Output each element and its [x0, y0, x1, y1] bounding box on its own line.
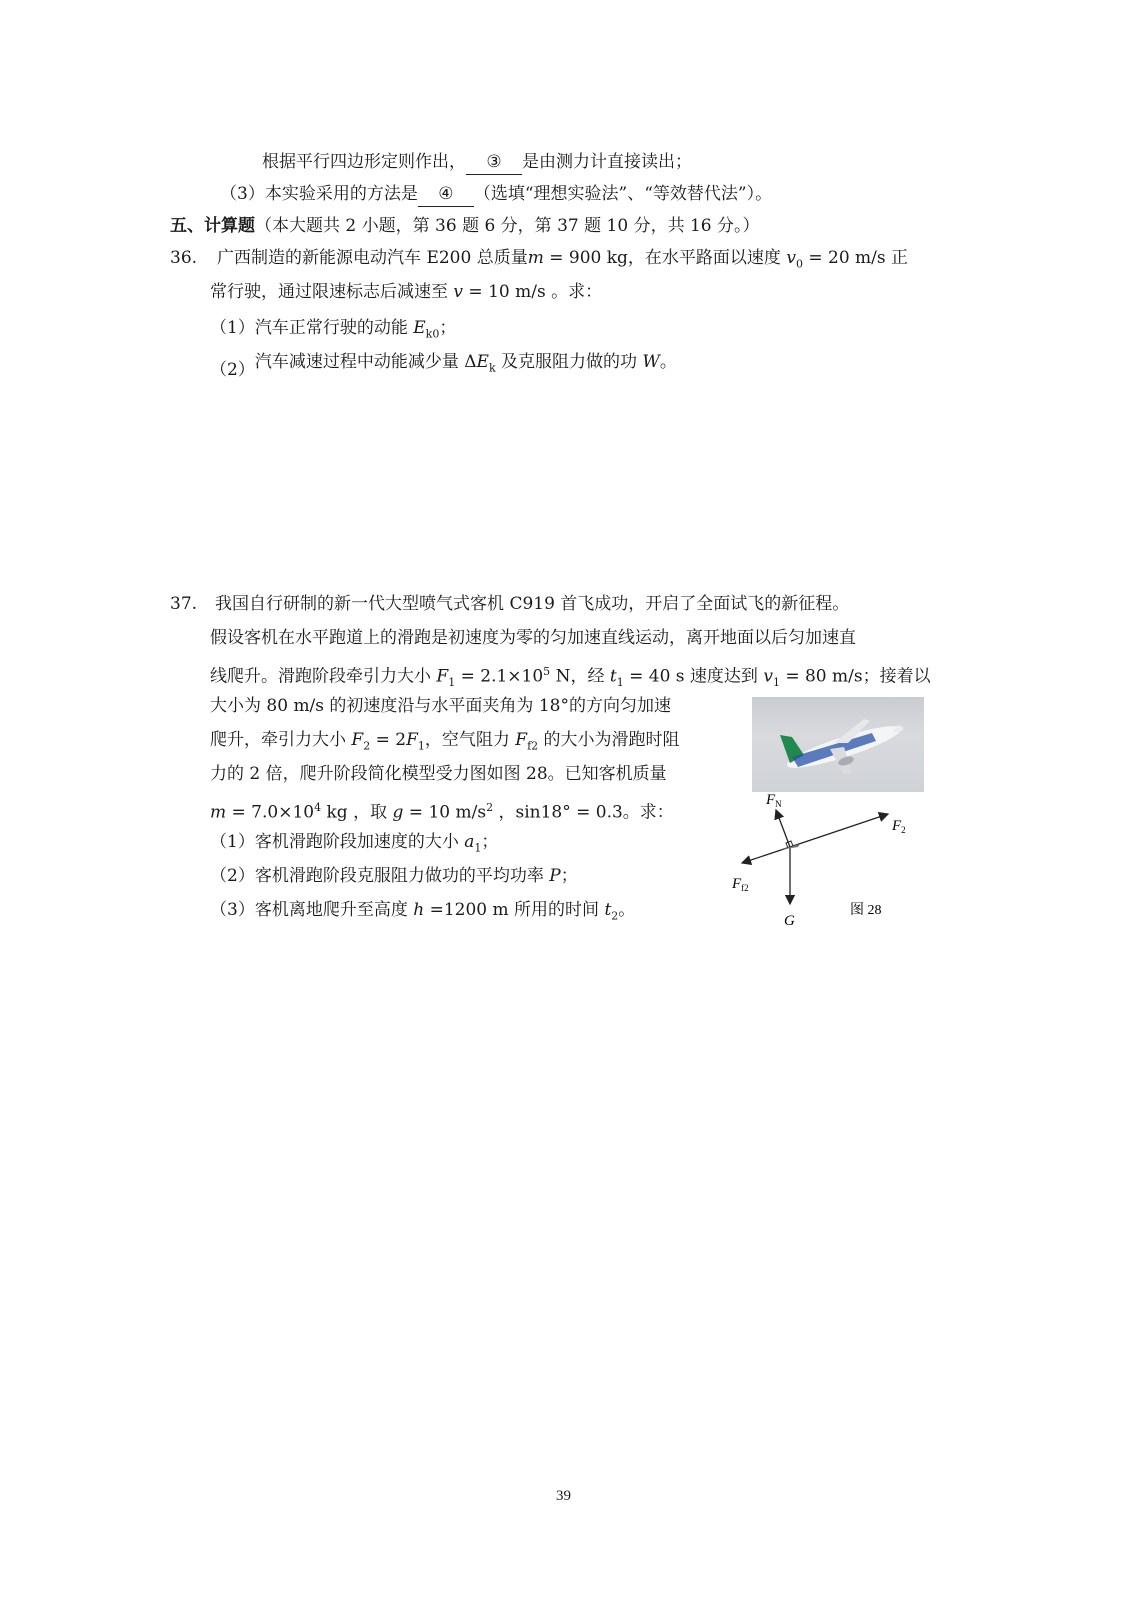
q36-text: 广西制造的新能源电动汽车 E200 总质量	[217, 248, 528, 268]
answer-blank-3: ③	[466, 150, 522, 175]
q37-text: = 80 m/s；接着以	[779, 666, 931, 687]
q37-text: （1）客机滑跑阶段加速度的大小	[210, 832, 465, 852]
sub: 0	[795, 257, 803, 271]
q36-line-2	[210, 280, 602, 304]
var-t: t	[609, 666, 617, 687]
prev-text: （3）本实验采用的方法是	[220, 184, 418, 204]
var-g: g	[392, 802, 404, 823]
sub: 1	[474, 841, 482, 855]
q37-text: ，空气阻力	[424, 730, 516, 750]
prev-text: 是由测力计直接读出；	[522, 152, 692, 172]
q37-line-5	[210, 728, 680, 758]
sub: 1	[772, 676, 780, 690]
q37-text: N，经	[550, 666, 610, 687]
q37-text: kg ，取	[321, 802, 393, 823]
q37-text: 假设客机在水平跑道上的滑跑是初速度为零的匀加速直线运动，离开地面以后匀加速直	[210, 628, 856, 648]
q37-line-1	[170, 592, 849, 616]
var-E: E	[476, 352, 489, 372]
q37-text: 爬升，牵引力大小	[210, 730, 352, 750]
q37-text: 。	[618, 900, 636, 920]
q37-part-2	[210, 864, 578, 888]
var-P: P	[549, 866, 561, 886]
q37-text: 线爬升。滑跑阶段牵引力大小	[210, 666, 437, 687]
sup: 4	[314, 801, 322, 814]
q37-text: 的大小为滑跑时阻	[538, 730, 680, 750]
q37-text: ；	[481, 832, 499, 852]
q37-line-2	[210, 626, 856, 650]
sub: 1	[616, 676, 624, 690]
force-FN-arrow	[776, 810, 790, 847]
prev-text: （选填“理想实验法”、“等效替代法”）。	[473, 184, 773, 204]
var-h: h	[413, 900, 425, 920]
q37-text: =1200 m 所用的时间	[424, 900, 605, 920]
q37-number: 37.	[170, 594, 198, 614]
sub: 2	[363, 739, 371, 753]
answer-blank-4: ④	[418, 182, 474, 207]
sub: k0	[425, 327, 440, 341]
q36-part-1	[210, 316, 456, 346]
airplane-photo	[752, 697, 924, 792]
q37-text: 我国自行研制的新一代大型喷气式客机 C919 首飞成功，开启了全面试飞的新征程。	[215, 594, 850, 614]
sub: 1	[417, 739, 425, 753]
sup: 5	[543, 665, 551, 678]
label-G: G	[784, 913, 795, 929]
section-note: （本大题共 2 小题，第 36 题 6 分，第 37 题 10 分，共 16 分。）	[255, 216, 760, 236]
section-heading	[170, 214, 760, 238]
q37-text: 大小为 80 m/s 的初速度沿与水平面夹角为 18°的方向匀加速	[210, 696, 671, 716]
q36-part-num: （2）	[210, 360, 255, 380]
q37-text: = 10 m/s	[403, 802, 487, 823]
var-v: v	[453, 282, 464, 302]
q36-text: 及克服阻力做的功	[495, 352, 643, 372]
q36-part-2	[210, 350, 677, 380]
sup: 2	[486, 801, 494, 814]
q37-line-4	[210, 694, 671, 718]
airplane-icon	[752, 697, 924, 792]
var-F: F	[436, 666, 449, 687]
q37-text: = 40 s 速度达到	[623, 666, 764, 687]
var-m: m	[210, 802, 227, 823]
prev-line-2	[220, 182, 772, 207]
q37-part-1	[210, 830, 498, 860]
q37-text: ，sin18° = 0.3。求：	[493, 802, 674, 823]
var-t: t	[604, 900, 612, 920]
q37-text: （3）客机离地爬升至高度	[210, 900, 414, 920]
force-F2-arrow	[790, 814, 888, 847]
q36-text: = 900 kg，在水平路面以速度	[543, 248, 787, 268]
force-diagram	[732, 792, 940, 952]
sub: k	[488, 361, 496, 375]
q36-text: 。	[659, 352, 677, 372]
var-F: F	[351, 730, 364, 750]
q36-text: = 10 m/s 。求：	[463, 282, 603, 302]
sub: f2	[527, 739, 539, 753]
q37-line-3	[210, 660, 931, 695]
label-Ff2: $F_{f2}$	[732, 876, 749, 893]
q36-text: 汽车减速过程中动能减少量 Δ	[254, 352, 477, 372]
section-title: 五、计算题	[170, 216, 255, 236]
var-W: W	[642, 352, 660, 372]
label-F2: $F_2$	[892, 818, 906, 835]
var-a: a	[464, 832, 475, 852]
prev-line-1	[262, 150, 692, 175]
var-v: v	[786, 248, 796, 268]
q36-line-1	[170, 246, 908, 276]
var-F: F	[406, 730, 418, 750]
var-m: m	[527, 248, 544, 268]
q36-text: = 20 m/s 正	[802, 248, 909, 268]
q37-text: = 2.1×10	[455, 666, 544, 687]
q37-text: 力的 2 倍，爬升阶段简化模型受力图如图 28。已知客机质量	[210, 764, 667, 784]
prev-text: 根据平行四边形定则作出，	[262, 152, 466, 172]
q37-text: = 2	[370, 730, 407, 750]
q37-line-7	[210, 796, 674, 825]
q37-text: = 7.0×10	[226, 802, 315, 823]
sub: 1	[448, 676, 456, 690]
sub: 2	[611, 909, 619, 923]
figure-caption: 图 28	[850, 903, 882, 918]
var-F: F	[515, 730, 528, 750]
q36-text: ；	[439, 318, 457, 338]
page-number: 39	[556, 1488, 571, 1504]
q37-part-3	[210, 898, 635, 928]
q36-text: （1）汽车正常行驶的动能	[210, 318, 414, 338]
q37-text: ；	[560, 866, 578, 886]
q37-text: （2）客机滑跑阶段克服阻力做功的平均功率	[210, 866, 550, 886]
q36-text: 常行驶，通过限速标志后减速至	[210, 282, 454, 302]
label-FN: $F_N$	[766, 792, 782, 809]
var-v: v	[763, 666, 773, 687]
var-E: E	[413, 318, 426, 338]
q36-number: 36.	[170, 248, 198, 268]
q37-line-6	[210, 762, 667, 786]
